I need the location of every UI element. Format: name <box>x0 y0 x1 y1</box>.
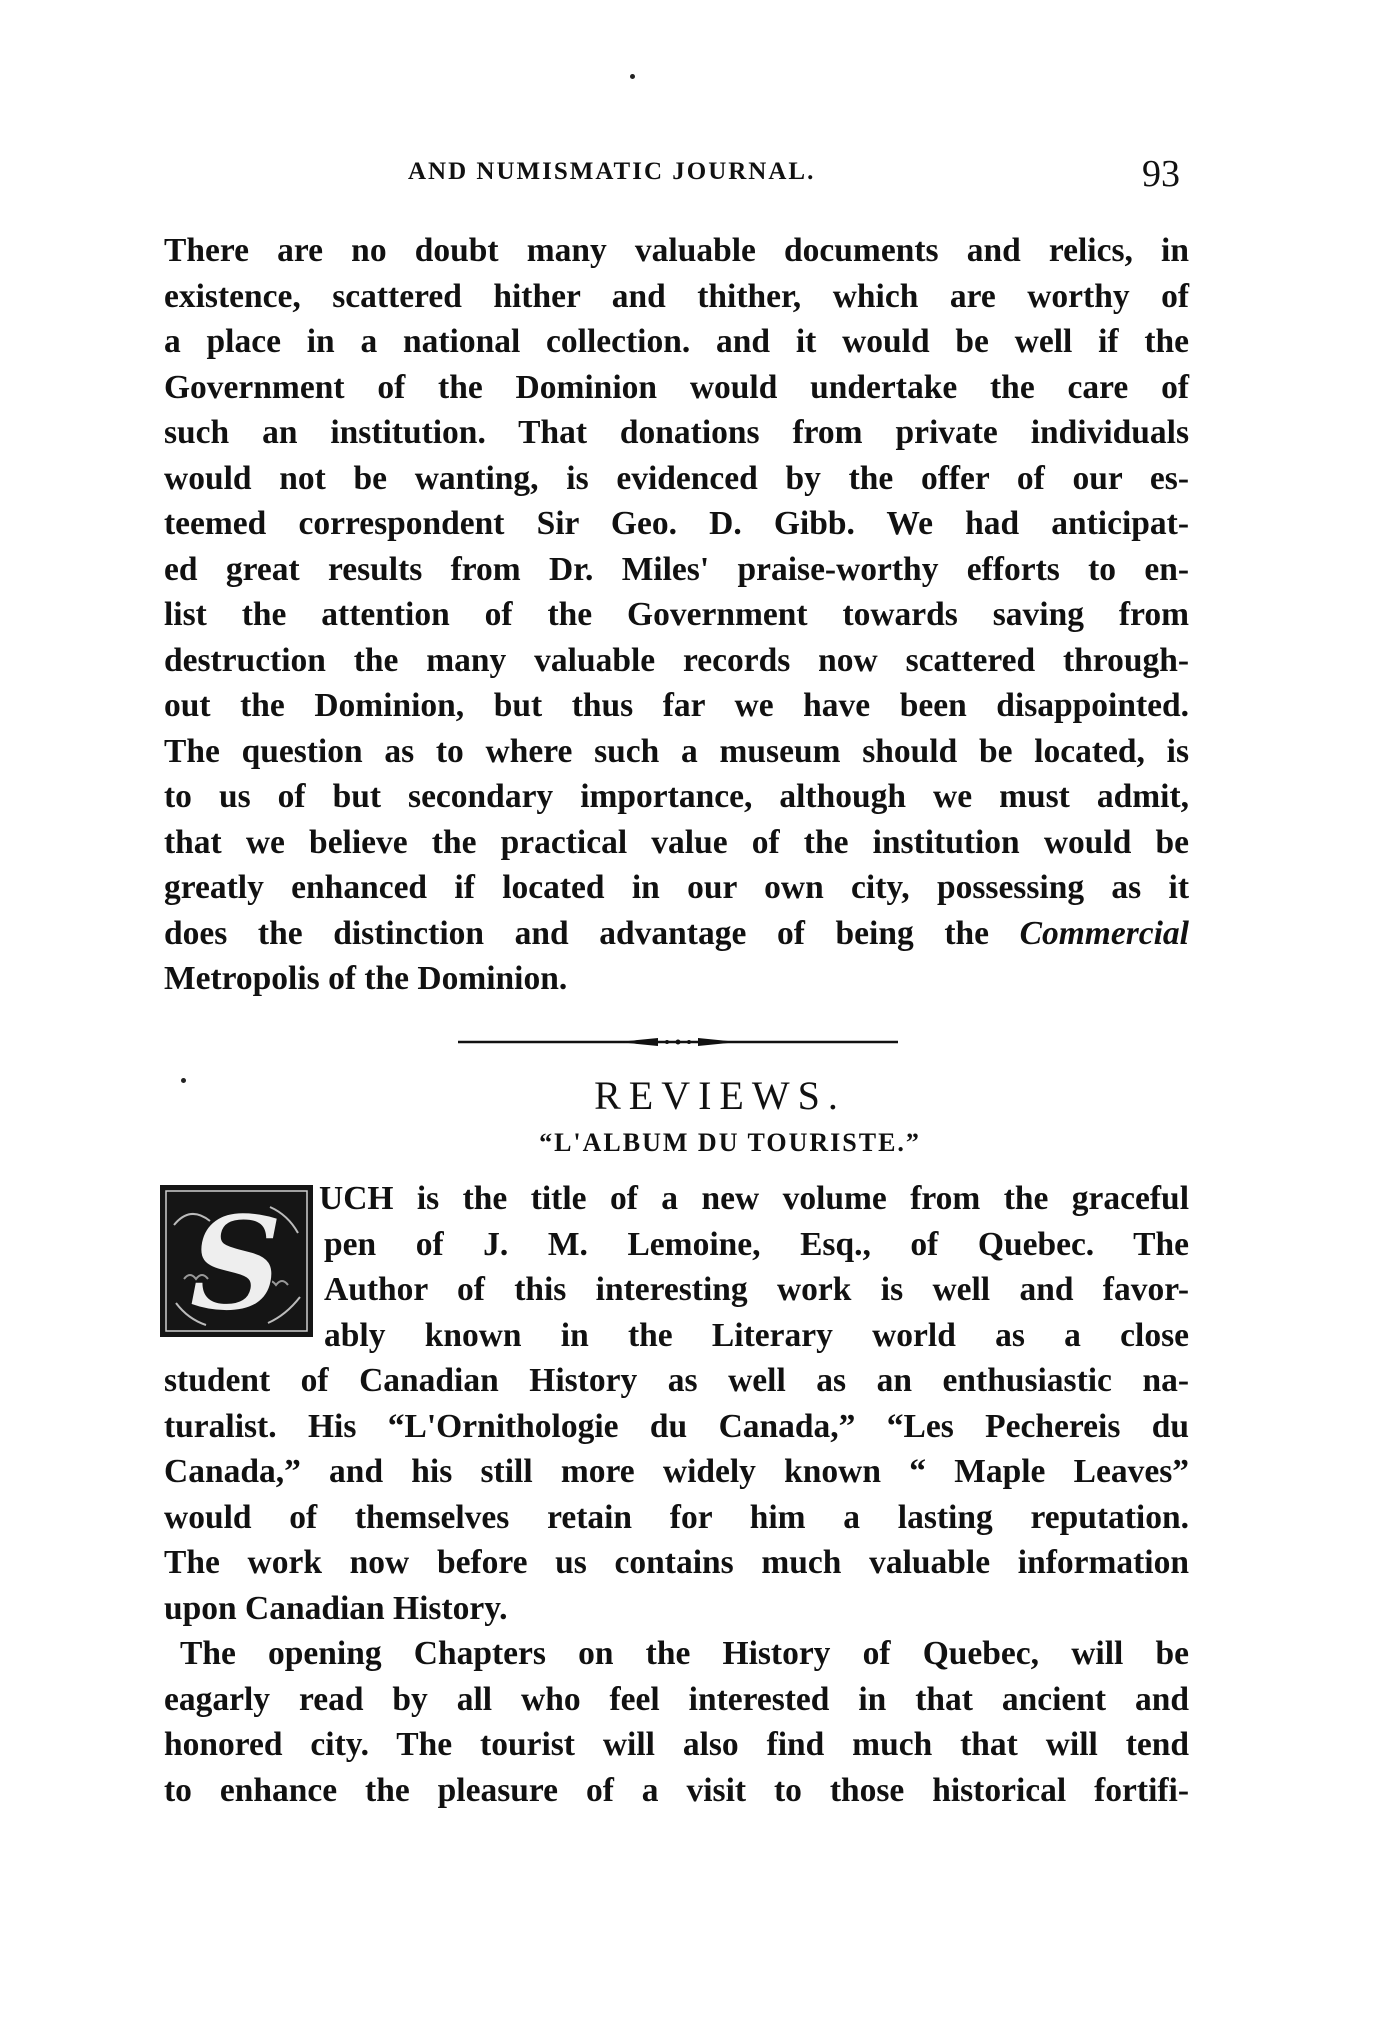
text-line: UCH is the title of a new volume from the graceful <box>319 1180 1189 1217</box>
section-heading: REVIEWS. <box>594 1073 846 1118</box>
text-line: teemed correspondent Sir Geo. D. Gibb. We had anticipat- <box>164 505 1189 542</box>
running-title: AND NUMISMATIC JOURNAL. <box>408 158 816 185</box>
text-line: would of themselves retain for him a lasting reputation. <box>164 1498 1189 1536</box>
text-line: Author of this interesting work is well and favor- <box>324 1271 1189 1308</box>
text-line: to enhance the pleasure of a visit to those historical fortifi- <box>164 1771 1189 1809</box>
running-head <box>164 152 1194 202</box>
text-line: a place in a national collection. and it would be well if the <box>164 323 1189 360</box>
text-line-with-italic <box>164 911 1189 957</box>
text-line: would not be wanting, is evidenced by the offer of our es- <box>164 459 1189 497</box>
text-line: ed great results from Dr. Miles' praise-worthy efforts to en- <box>164 550 1189 588</box>
text-line: list the attention of the Government towards saving from <box>164 596 1189 633</box>
double-arrow-rule-ornament-icon <box>458 1036 898 1048</box>
text-line: Canada,” and his still more widely known “ Maple Leaves” <box>164 1453 1189 1490</box>
text-line: ably known in the Literary world as a close <box>324 1316 1189 1354</box>
text-line: greatly enhanced if located in our own city, possessing as it <box>164 869 1189 906</box>
italic-word: Commercial <box>1019 914 1189 952</box>
svg-text:S: S <box>189 1187 283 1337</box>
text-line: upon Canadian History. <box>164 1589 508 1627</box>
text-line: existence, scattered hither and thither, which are worthy of <box>164 277 1189 315</box>
text-line: out the Dominion, but thus far we have been disappointed. <box>164 687 1189 724</box>
text-line: honored city. The tourist will also find much that will tend <box>164 1726 1189 1763</box>
text-line: pen of J. M. Lemoine, Esq., of Quebec. The <box>324 1225 1189 1263</box>
text-line: Metropolis of the Dominion. <box>164 960 568 997</box>
paragraph-review <box>164 1176 1189 1813</box>
text-line: Government of the Dominion would undertake the care of <box>164 368 1189 406</box>
review-title: “L'ALBUM DU TOURISTE.” <box>539 1128 921 1157</box>
text-line: The opening Chapters on the History of Quebec, will be <box>180 1635 1189 1672</box>
text-line: The question as to where such a museum should be located, is <box>164 732 1189 770</box>
text-line: student of Canadian History as well as an enthusiastic na- <box>164 1362 1189 1399</box>
page-number: 93 <box>1142 153 1180 195</box>
text-line: to us of but secondary importance, although we must admit, <box>164 778 1189 815</box>
text-line: The work now before us contains much valuable information <box>164 1544 1189 1581</box>
paragraph-museum <box>164 228 1189 1002</box>
stray-dot-mark <box>630 74 635 79</box>
text-line: turalist. His “L'Ornithologie du Canada,” “Les Pechereis du <box>164 1407 1189 1445</box>
text-line: There are no doubt many valuable documents and relics, in <box>164 232 1189 269</box>
text-line: destruction the many valuable records now scattered through- <box>164 641 1189 679</box>
text-line: that we believe the practical value of the institution would be <box>164 823 1189 861</box>
text-line: such an institution. That donations from private individuals <box>164 414 1189 451</box>
text-line: eagarly read by all who feel interested in that ancient and <box>164 1680 1189 1718</box>
text-segment: does the distinction and advantage of being the <box>164 914 989 952</box>
